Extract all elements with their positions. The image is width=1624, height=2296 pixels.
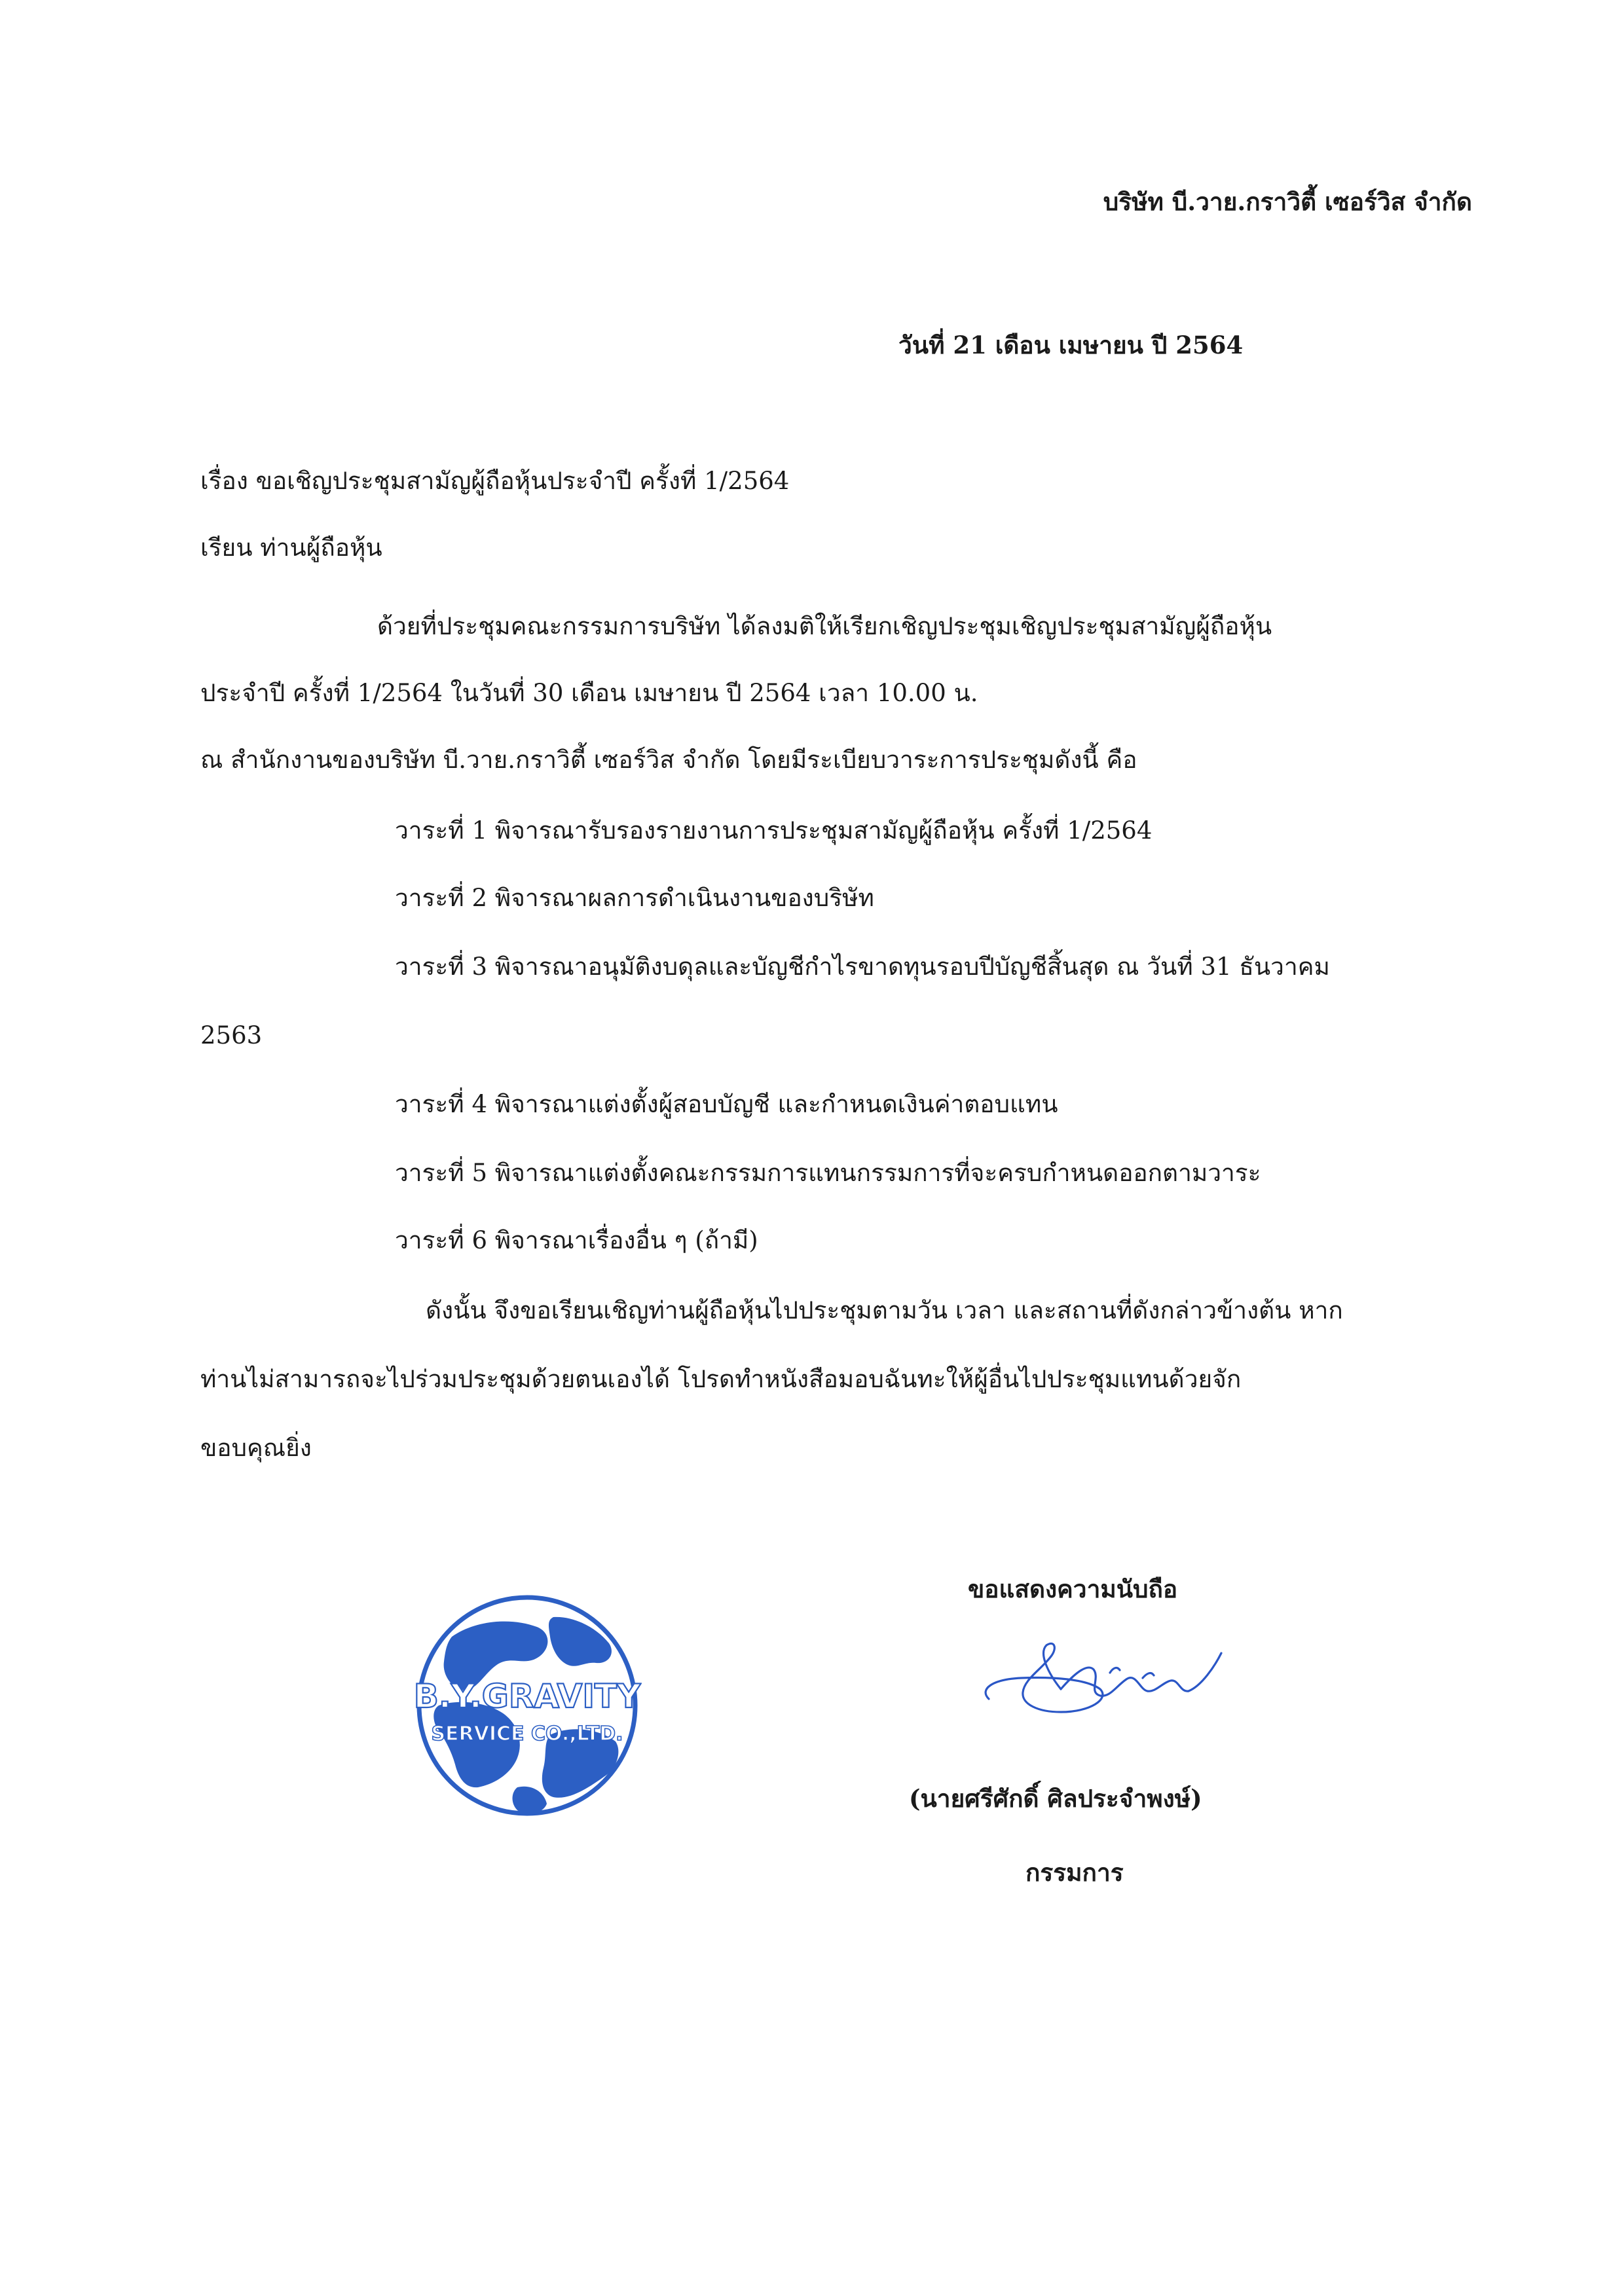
date-line: วันที่ 21 เดือน เมษายน ปี 2564 (898, 331, 1244, 359)
signatory-name: (นายศรีศักดิ์ ศิลประจำพงษ์) (909, 1784, 1202, 1813)
closing-salutation: ขอแสดงความนับถือ (968, 1575, 1178, 1603)
agenda-item-5: วาระที่ 5 พิจารณาแต่งตั้งคณะกรรมการแทนกรรมการที่จะครบกำหนดออกตามวาระ (395, 1159, 1261, 1187)
paragraph-1-line-1: ด้วยที่ประชุมคณะกรรมการบริษัท ได้ลงมติให้เรียกเชิญประชุมเชิญประชุมสามัญผู้ถือหุ้น (377, 612, 1272, 640)
stamp-text-line-1: B.Y.GRAVITY (413, 1677, 641, 1715)
paragraph-2-line-1: ดังนั้น จึงขอเรียนเชิญท่านผู้ถือหุ้นไปประชุมตามวัน เวลา และสถานที่ดังกล่าวข้างต้น หาก (426, 1296, 1343, 1324)
agenda-item-1: วาระที่ 1 พิจารณารับรองรายงานการประชุมสามัญผู้ถือหุ้น ครั้งที่ 1/2564 (395, 816, 1153, 845)
agenda-item-4: วาระที่ 4 พิจารณาแต่งตั้งผู้สอบบัญชี และกำหนดเงินค่าตอบแทน (395, 1090, 1058, 1118)
stamp-text-line-2: SERVICE CO.,LTD. (431, 1722, 623, 1745)
recipient-line: เรียน ท่านผู้ถือหุ้น (200, 534, 382, 562)
paragraph-1-line-2: ประจำปี ครั้งที่ 1/2564 ในวันที่ 30 เดือน เมษายน ปี 2564 เวลา 10.00 น. (200, 679, 978, 707)
agenda-item-3-continuation: 2563 (200, 1021, 263, 1049)
paragraph-1-line-3: ณ สำนักงานของบริษัท บี.วาย.กราวิตี้ เซอร์วิส จำกัด โดยมีระเบียบวาระการประชุมดังนี้ คือ (200, 746, 1137, 774)
paragraph-2-line-3: ขอบคุณยิ่ง (200, 1434, 312, 1462)
signatory-title: กรรมการ (1025, 1858, 1124, 1887)
company-name: บริษัท บี.วาย.กราวิตี้ เซอร์วิส จำกัด (1103, 187, 1472, 216)
globe-icon (434, 1617, 618, 1813)
signature-mark (976, 1627, 1238, 1745)
agenda-item-2: วาระที่ 2 พิจารณาผลการดำเนินงานของบริษัท (395, 884, 874, 912)
agenda-item-3: วาระที่ 3 พิจารณาอนุมัติงบดุลและบัญชีกำไรขาดทุนรอบปีบัญชีสิ้นสุด ณ วันที่ 31 ธันวาคม (395, 953, 1330, 981)
agenda-item-6: วาระที่ 6 พิจารณาเรื่องอื่น ๆ (ถ้ามี) (395, 1226, 758, 1254)
company-stamp (413, 1591, 642, 1820)
paragraph-2-line-2: ท่านไม่สามารถจะไปร่วมประชุมด้วยตนเองได้ โปรดทำหนังสือมอบฉันทะให้ผู้อื่นไปประชุมแทนด้วยจัก (200, 1365, 1242, 1393)
subject-line: เรื่อง ขอเชิญประชุมสามัญผู้ถือหุ้นประจำปี ครั้งที่ 1/2564 (200, 467, 790, 495)
